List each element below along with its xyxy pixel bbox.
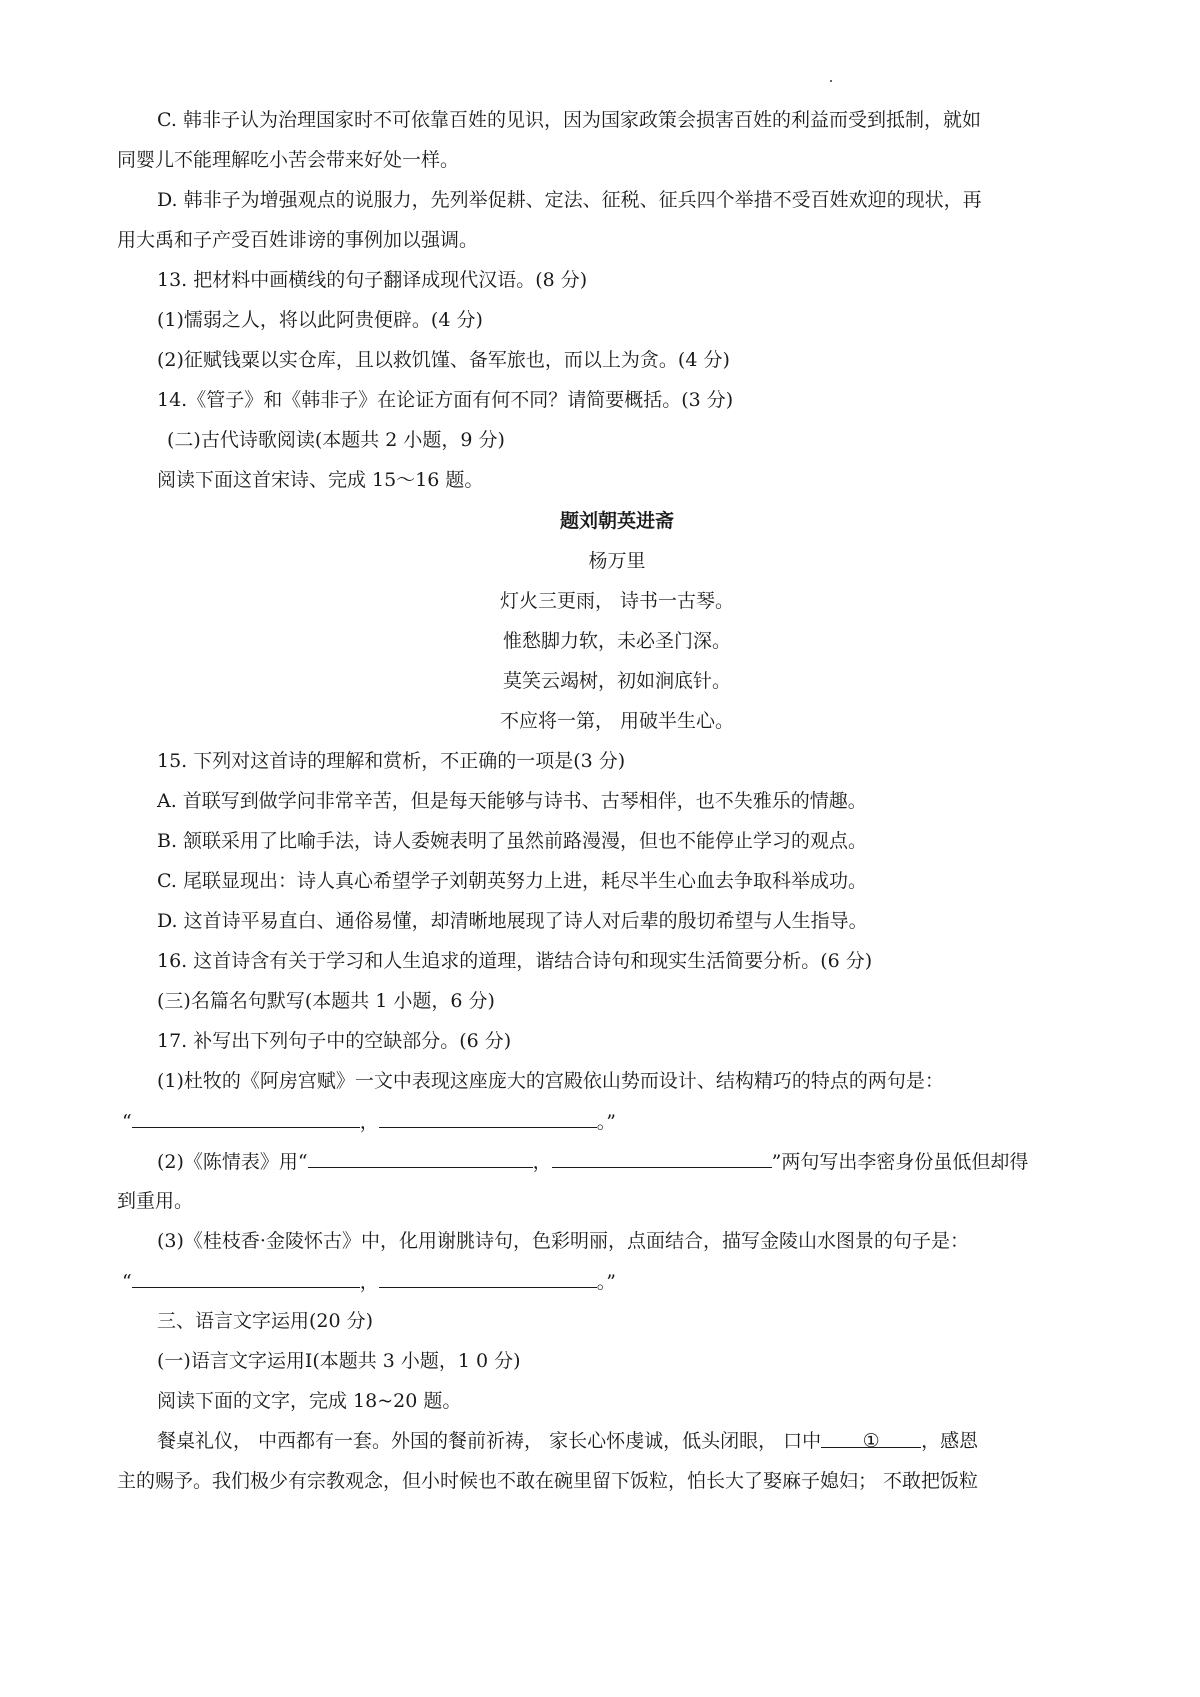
- close-quote: 。”: [596, 1111, 616, 1133]
- question-16: 16. 这首诗含有关于学习和人生追求的道理，谐结合诗句和现实生活简要分析。(6 分): [157, 950, 873, 972]
- question-17-part-3: (3)《桂枝香·金陵怀古》中，化用谢朓诗句，色彩明丽，点面结合，描写金陵山水图景的句子是：: [157, 1230, 969, 1252]
- answer-blank-1b[interactable]: [379, 1107, 597, 1128]
- question-13-part-1: (1)懦弱之人，将以此阿贵便辟。(4 分): [157, 309, 483, 331]
- answer-blank-1a[interactable]: [132, 1107, 360, 1128]
- page-mark: [830, 80, 832, 82]
- section-heading-language: 三、语言文字运用(20 分): [157, 1310, 374, 1332]
- comma: ，: [359, 1111, 379, 1133]
- option-c-text: C. 韩非子认为治理国家时不可依靠百姓的见识，因为国家政策会损害百姓的利益而受到抵制，就如: [157, 109, 981, 131]
- question-15-option-c: C. 尾联显现出：诗人真心希望学子刘朝英努力上进，耗尽半生心血去争取科举成功。: [157, 870, 867, 892]
- poem-line-2: 惟愁脚力软，未必圣门深。: [502, 630, 731, 652]
- comma: ，: [359, 1271, 379, 1293]
- passage-blank-1[interactable]: ①: [821, 1427, 921, 1448]
- poem-line-4: 不应将一第， 用破半生心。: [499, 710, 735, 732]
- question-17-part-1-answer: [122, 1107, 1102, 1136]
- subsection-heading-language-1: (一)语言文字运用Ⅰ(本题共 3 小题，1 0 分): [157, 1350, 521, 1372]
- question-17-part-3-answer: [122, 1267, 1102, 1296]
- question-14: 14.《管子》和《韩非子》在论证方面有何不同？请简要概括。(3 分): [157, 389, 734, 411]
- answer-blank-2b[interactable]: [552, 1147, 772, 1168]
- section-heading-poetry: (二)古代诗歌阅读(本题共 2 小题，9 分): [167, 429, 505, 451]
- poem-title: 题刘朝英进斋: [559, 510, 674, 532]
- question-17-part-2-lead: (2)《陈情表》用“: [157, 1151, 308, 1173]
- question-15-option-b: B. 颔联采用了比喻手法，诗人委婉表明了虽然前路漫漫，但也不能停止学习的观点。: [157, 830, 868, 852]
- passage-line-1: [157, 1427, 1137, 1455]
- question-17: 17. 补写出下列句子中的空缺部分。(6 分): [157, 1030, 512, 1052]
- comma: ，: [532, 1151, 552, 1173]
- poem-author: 杨万里: [588, 550, 646, 572]
- option-c-text-cont: 同婴儿不能理解吃小苦会带来好处一样。: [117, 149, 460, 171]
- question-17-part-2-tail: ”两句写出李密身份虽低但却得: [771, 1151, 1029, 1173]
- passage-line-1-tail: ，感恩: [921, 1430, 979, 1452]
- passage-line-2: 主的赐予。我们极少有宗教观念，但小时候也不敢在碗里留下饭粒，怕长大了娶麻子媳妇； 不敢把饭粒: [117, 1470, 979, 1492]
- passage-line-1-lead: 餐桌礼仪， 中西都有一套。外国的餐前祈祷， 家长心怀虔诚，低头闭眼， 口中: [157, 1430, 822, 1452]
- poem-line-3: 莫笑云竭树，初如涧底针。: [502, 670, 731, 692]
- option-d-text: D. 韩非子为增强观点的说服力，先列举促耕、定法、征税、征兵四个举措不受百姓欢迎的现状，再: [157, 189, 982, 211]
- question-15-option-a: A. 首联写到做学问非常辛苦，但是每天能够与诗书、古琴相伴，也不失雅乐的情趣。: [157, 790, 867, 812]
- question-15: 15. 下列对这首诗的理解和赏析，不正确的一项是(3 分): [157, 750, 626, 772]
- option-d-text-cont: 用大禹和子产受百姓诽谤的事例加以强调。: [117, 229, 479, 251]
- open-quote: “: [122, 1271, 132, 1293]
- question-13: 13. 把材料中画横线的句子翻译成现代汉语。(8 分): [157, 269, 588, 291]
- reading-instruction: 阅读下面的文字，完成 18~20 题。: [157, 1390, 462, 1412]
- poetry-instruction: 阅读下面这首宋诗、完成 15～16 题。: [157, 469, 484, 491]
- question-17-part-2-cont: 到重用。: [117, 1190, 194, 1212]
- question-13-part-2: (2)征赋钱粟以实仓库，且以救饥馑、备军旅也，而以上为贪。(4 分): [157, 349, 730, 371]
- answer-blank-2a[interactable]: [308, 1147, 533, 1168]
- poem-line-1: 灯火三更雨， 诗书一古琴。: [499, 590, 735, 612]
- question-17-part-2: [157, 1147, 1137, 1176]
- answer-blank-3a[interactable]: [132, 1267, 360, 1288]
- section-heading-recitation: (三)名篇名句默写(本题共 1 小题，6 分): [157, 990, 495, 1012]
- question-15-option-d: D. 这首诗平易直白、通俗易懂，却清晰地展现了诗人对后辈的殷切希望与人生指导。: [157, 910, 868, 932]
- close-quote: 。”: [596, 1271, 616, 1293]
- question-17-part-1: (1)杜牧的《阿房宫赋》一文中表现这座庞大的宫殿依山势而设计、结构精巧的特点的两句是：: [157, 1070, 944, 1092]
- answer-blank-3b[interactable]: [379, 1267, 597, 1288]
- open-quote: “: [122, 1111, 132, 1133]
